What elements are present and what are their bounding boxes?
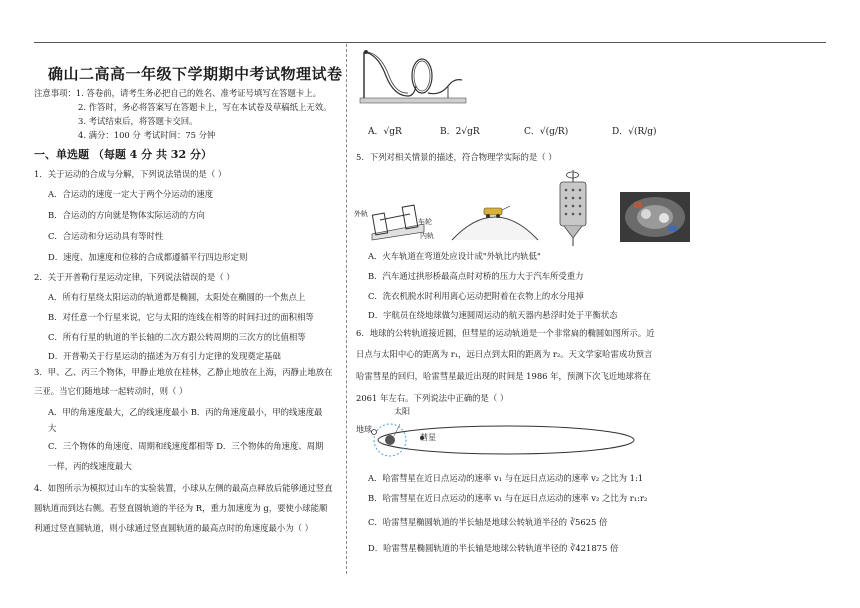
label-wheel: 车轮	[418, 218, 432, 226]
astronaut-cabin-photo	[620, 192, 690, 242]
label-outer-rail: 外轨	[354, 210, 368, 218]
left-line-8: B．对任意一个行星来说，它与太阳的连线在相等的时间扫过的面积相等	[48, 312, 314, 322]
left-line-6: 2．关于开普勒行星运动定律，下列说法错误的是（ ）	[34, 272, 235, 282]
q4-option-c: C．√(g/R)	[524, 127, 569, 137]
q6-option-a: A．哈雷彗星在近日点运动的速率 v₁ 与在远日点运动的速率 v₂ 之比为 1:1	[368, 473, 644, 483]
washing-machine-drum-figure	[556, 170, 590, 246]
left-line-17: 4．如图所示为模拟过山车的实验装置，小球从左侧的最高点释放后能够通过竖直	[34, 483, 333, 493]
note-3: 3. 考试结束后，将答题卡交回。	[78, 116, 198, 126]
q6-line-3: 哈雷彗星的回归，哈雷彗星最近出现的时间是 1986 年，预测下次飞近地球将在	[356, 371, 651, 381]
left-line-18: 圆轨道而到达右侧。若竖直圆轨道的半径为 R，重力加速度为 g，要使小球能顺	[34, 503, 328, 513]
label-inner-rail: 内轨	[420, 232, 434, 240]
left-line-14: 大	[48, 423, 57, 433]
left-line-3: B．合运动的方向就是物体实际运动的方向	[48, 210, 205, 220]
q5-option-a: A．火车轨道在弯道处应设计成"外轨比内轨低"	[368, 251, 541, 261]
note-2: 2. 作答时，务必将答案写在答题卡上，写在本试卷及草稿纸上无效。	[78, 102, 332, 112]
header-rule	[34, 42, 826, 43]
left-line-7: A．所有行星绕太阳运动的轨道都是椭圆，太阳处在椭圆的一个焦点上	[48, 292, 306, 302]
left-line-12: 三亚。当它们随地球一起转动时，则（ ）	[34, 386, 188, 396]
left-line-11: 3．甲、乙、丙三个物体，甲静止地放在桂林，乙静止地放在上海，丙静止地放在	[34, 367, 333, 377]
q6-line-1: 6．地球的公转轨道接近圆，但彗星的运动轨道是一个非常扁的椭圆如图所示。近	[356, 328, 655, 338]
question-5: 5．下列对相关情景的描述，符合物理学实际的是（ ）	[356, 152, 557, 162]
column-divider	[346, 44, 347, 574]
q6-line-4: 2061 年左右。下列说法中正确的是（ ）	[356, 393, 509, 403]
left-line-1: 1．关于运动的合成与分解，下列说法错误的是（ ）	[34, 169, 227, 179]
q6-line-2: 日点与太阳中心的距离为 r₁，远日点到太阳的距离为 r₂。天文学家哈雷成功预言	[356, 349, 653, 359]
label-comet: 彗星	[420, 433, 436, 442]
left-line-5: D．速度、加速度和位移的合成都遵循平行四边形定则	[48, 252, 248, 262]
left-line-9: C．所有行星的轨道的半长轴的二次方跟公转周期的三次方的比值相等	[48, 332, 306, 342]
note-4: 4. 满分：100 分 考试时间：75 分钟	[78, 130, 216, 140]
q5-option-b: B．汽车通过拱形桥最高点时对桥的压力大于汽车所受重力	[368, 271, 584, 281]
note-1: 注意事项：1. 答卷前，请考生务必把自己的姓名、准考证号填写在答题卡上。	[34, 88, 322, 98]
q4-option-d: D．√(R/g)	[612, 127, 657, 137]
page-title: 确山二高高一年级下学期期中考试物理试卷	[48, 65, 343, 83]
label-sun: 太阳	[394, 407, 410, 416]
left-line-16: 一样，丙的线速度最大	[48, 461, 132, 471]
label-earth: 地球	[356, 425, 372, 434]
left-line-2: A．合运动的速度一定大于两个分运动的速度	[48, 189, 214, 199]
arch-bridge-figure	[450, 198, 540, 242]
q4-option-a: A．√gR	[368, 127, 402, 137]
section-heading: 一、单选题 （每题 4 分 共 32 分）	[34, 148, 212, 161]
left-line-13: A．甲的角速度最大，乙的线速度最小 B．丙的角速度最小，甲的线速度最	[48, 407, 323, 417]
roller-coaster-figure	[356, 46, 472, 106]
left-line-15: C．三个物体的角速度、周期和线速度都相等 D．三个物体的角速度、周期	[48, 441, 324, 451]
q4-option-b: B．2√gR	[440, 127, 480, 137]
q5-option-c: C．洗衣机脱水时利用离心运动把附着在衣物上的水分甩掉	[368, 291, 584, 301]
q6-option-c: C．哈雷彗星椭圆轨道的半长轴是地球公转轨道半径的 ∛5625 倍	[368, 517, 608, 527]
left-line-10: D．开普勒关于行星运动的描述为万有引力定律的发现奠定基础	[48, 351, 281, 361]
q6-option-d: D．哈雷彗星椭圆轨道的半长轴是地球公转轨道半径的 ∛421875 倍	[368, 543, 619, 553]
left-line-4: C．合运动和分运动具有等时性	[48, 231, 164, 241]
left-line-19: 利通过竖直圆轨道，则小球通过竖直圆轨道的最高点时的角速度最小为（ ）	[34, 523, 314, 533]
q5-option-d: D．宇航员在绕地球做匀速圆周运动的航天器内悬浮时处于平衡状态	[368, 310, 618, 320]
q6-option-b: B．哈雷彗星在近日点运动的速率 v₁ 与在远日点运动的速率 v₂ 之比为 r₁:r₂	[368, 493, 648, 503]
